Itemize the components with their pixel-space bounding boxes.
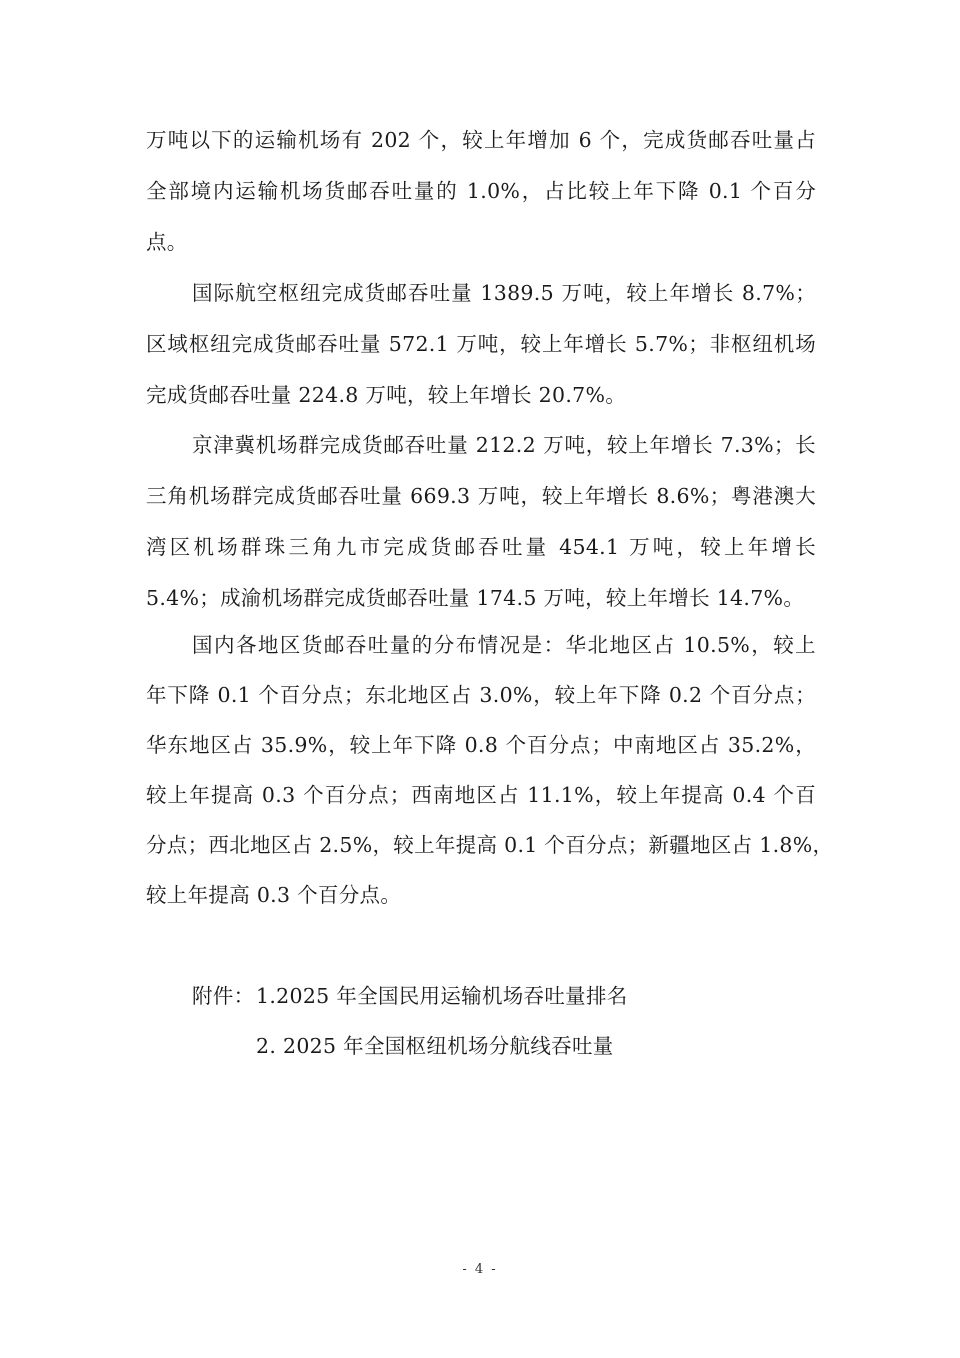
paragraph-line: 点。 (146, 230, 188, 254)
paragraph-line: 湾区机场群珠三角九市完成货邮吞吐量 454.1 万吨，较上年增长 (146, 535, 816, 559)
page-number: - 4 - (462, 1262, 498, 1277)
paragraph-line: 5.4%；成渝机场群完成货邮吞吐量 174.5 万吨，较上年增长 14.7%。 (146, 586, 805, 610)
paragraph-line: 区域枢纽完成货邮吞吐量 572.1 万吨，较上年增长 5.7%；非枢纽机场 (146, 332, 816, 356)
paragraph-line: 华东地区占 35.9%，较上年下降 0.8 个百分点；中南地区占 35.2%， (146, 733, 816, 757)
paragraph-line: 较上年提高 0.3 个百分点。 (146, 883, 402, 907)
paragraph-line: 较上年提高 0.3 个百分点；西南地区占 11.1%，较上年提高 0.4 个百 (146, 783, 816, 807)
attachment-item[interactable]: 2. 2025 年全国枢纽机场分航线吞吐量 (256, 1034, 614, 1058)
paragraph-line: 国内各地区货邮吞吐量的分布情况是：华北地区占 10.5%，较上 (192, 633, 816, 657)
paragraph-line: 京津冀机场群完成货邮吞吐量 212.2 万吨，较上年增长 7.3%；长 (192, 433, 816, 457)
paragraph-line: 国际航空枢纽完成货邮吞吐量 1389.5 万吨，较上年增长 8.7%； (192, 281, 816, 305)
paragraph-line: 三角机场群完成货邮吞吐量 669.3 万吨，较上年增长 8.6%；粤港澳大 (146, 484, 816, 508)
attachment-item[interactable]: 1.2025 年全国民用运输机场吞吐量排名 (256, 984, 628, 1008)
paragraph-line: 万吨以下的运输机场有 202 个，较上年增加 6 个，完成货邮吞吐量占 (146, 128, 816, 152)
paragraph-line: 完成货邮吞吐量 224.8 万吨，较上年增长 20.7%。 (146, 383, 627, 407)
paragraph-line: 年下降 0.1 个百分点；东北地区占 3.0%，较上年下降 0.2 个百分点； (146, 683, 816, 707)
attachments-label: 附件： (192, 984, 255, 1008)
paragraph-line: 全部境内运输机场货邮吞吐量的 1.0%，占比较上年下降 0.1 个百分 (146, 179, 816, 203)
paragraph-line: 分点；西北地区占 2.5%，较上年提高 0.1 个百分点；新疆地区占 1.8%， (146, 833, 834, 857)
